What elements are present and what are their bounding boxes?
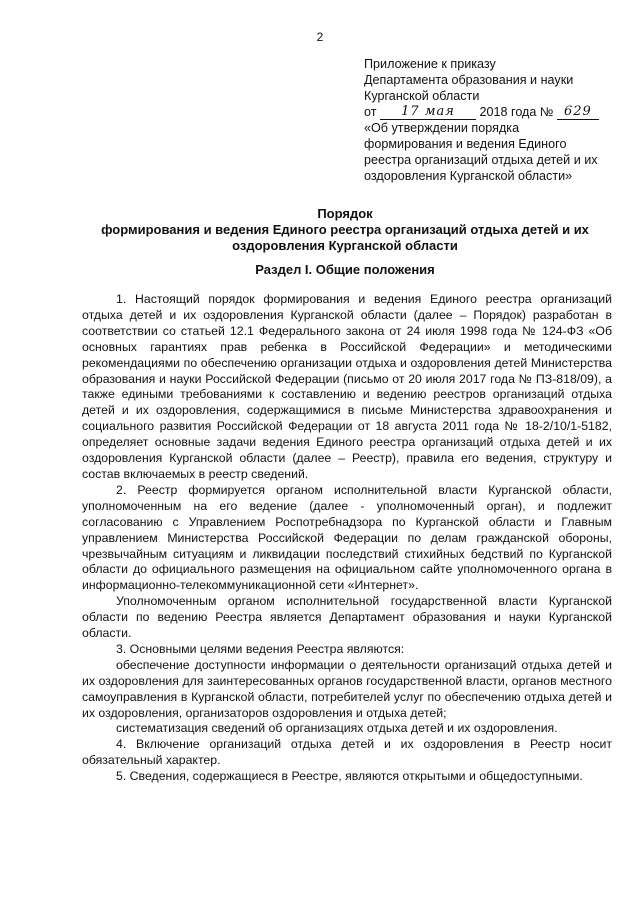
appendix-line-3: Курганской области <box>364 89 480 103</box>
paragraph-5: обеспечение доступности информации о деятельности организаций отдыха детей и их оздоровления для заинтересованных органов государственной власти, органов местного самоуправления в Курганской области, потребителей услуг по обеспечению отдыха детей и их оздоровления, организаторов оздоровления и отдыха детей; <box>82 657 612 720</box>
paragraph-8: 5. Сведения, содержащиеся в Реестре, являются открытыми и общедоступными. <box>116 769 583 784</box>
document-title <box>80 206 610 254</box>
section-heading: Раздел I. Общие положения <box>255 262 435 277</box>
document-body <box>82 292 612 785</box>
title-line-3: оздоровления Курганской области <box>232 238 458 253</box>
appendix-line-1: Приложение к приказу <box>364 57 496 71</box>
appendix-date-line <box>364 104 614 120</box>
paragraph-7: 4. Включение организаций отдыха детей и их оздоровления в Реестр носит обязательный характер. <box>82 737 612 768</box>
appendix-line-2: Департамента образования и науки <box>364 73 574 87</box>
date-prefix: от <box>364 105 377 119</box>
appendix-subject-1: «Об утверждении порядка <box>364 121 520 135</box>
paragraph-4: 3. Основными целями ведения Реестра являются: <box>116 641 405 656</box>
date-suffix: 2018 года № <box>479 105 554 119</box>
title-line-2: формирования и ведения Единого реестра организаций отдыха детей и их <box>101 222 589 237</box>
paragraph-2: 2. Реестр формируется органом исполнительной власти Курганской области, уполномоченным на его ведение (далее - уполномоченный орган), и подлежит согласованию с Управлением Роспотребнадзора по Курганской области и Главным управлением Министерства Российской Федерации по делам гражданской обороны, чрезвычайным ситуациям и ликвидации последствий стихийных бедствий по Курганской области до официального размещения на официальном сайте уполномоченного органа в информационно-телекоммуникационной сети «Интернет». <box>82 482 612 593</box>
paragraph-3: Уполномоченным органом исполнительной государственной власти Курганской области по ведению Реестра является Департамент образования и науки Курганской области. <box>82 594 612 641</box>
handwritten-date: 17 мая <box>380 105 476 120</box>
appendix-subject-3: реестра организаций отдыха детей и их <box>364 153 598 167</box>
appendix-subject-4: оздоровления Курганской области» <box>364 169 573 183</box>
handwritten-number: 629 <box>557 105 599 120</box>
appendix-block <box>364 56 614 184</box>
paragraph-6: систематизация сведений об организациях отдыха детей и их оздоровления. <box>116 721 558 736</box>
page-number: 2 <box>316 30 324 44</box>
paragraph-1: 1. Настоящий порядок формирования и ведения Единого реестра организаций отдыха детей и их оздоровления Курганской области (далее – Порядок) разработан в соответствии со статьей 12.1 Федерального закона от 24 июля 1998 года № 124-ФЗ «Об основных гарантиях прав ребенка в Российской Федерации» и методическими рекомендациями по обеспечению организации отдыха и оздоровления детей Министерства образования и науки Российской Федерации (письмо от 20 июля 2017 года № ПЗ-818/09), а также едиными требованиями к составлению и ведению реестров организаций отдыха детей и их оздоровления, содержащимися в письме Министерства здравоохранения и социального развития Российской Федерации от 18 августа 2011 года № 18-2/10/1-5182, определяет основные задачи ведения Единого реестра организаций отдыха детей и их оздоровления Курганской области (далее – Реестр), правила его ведения, структуру и состав включаемых в реестр сведений. <box>82 292 612 481</box>
title-line-1: Порядок <box>317 206 373 221</box>
appendix-subject-2: формирования и ведения Единого <box>364 137 567 151</box>
